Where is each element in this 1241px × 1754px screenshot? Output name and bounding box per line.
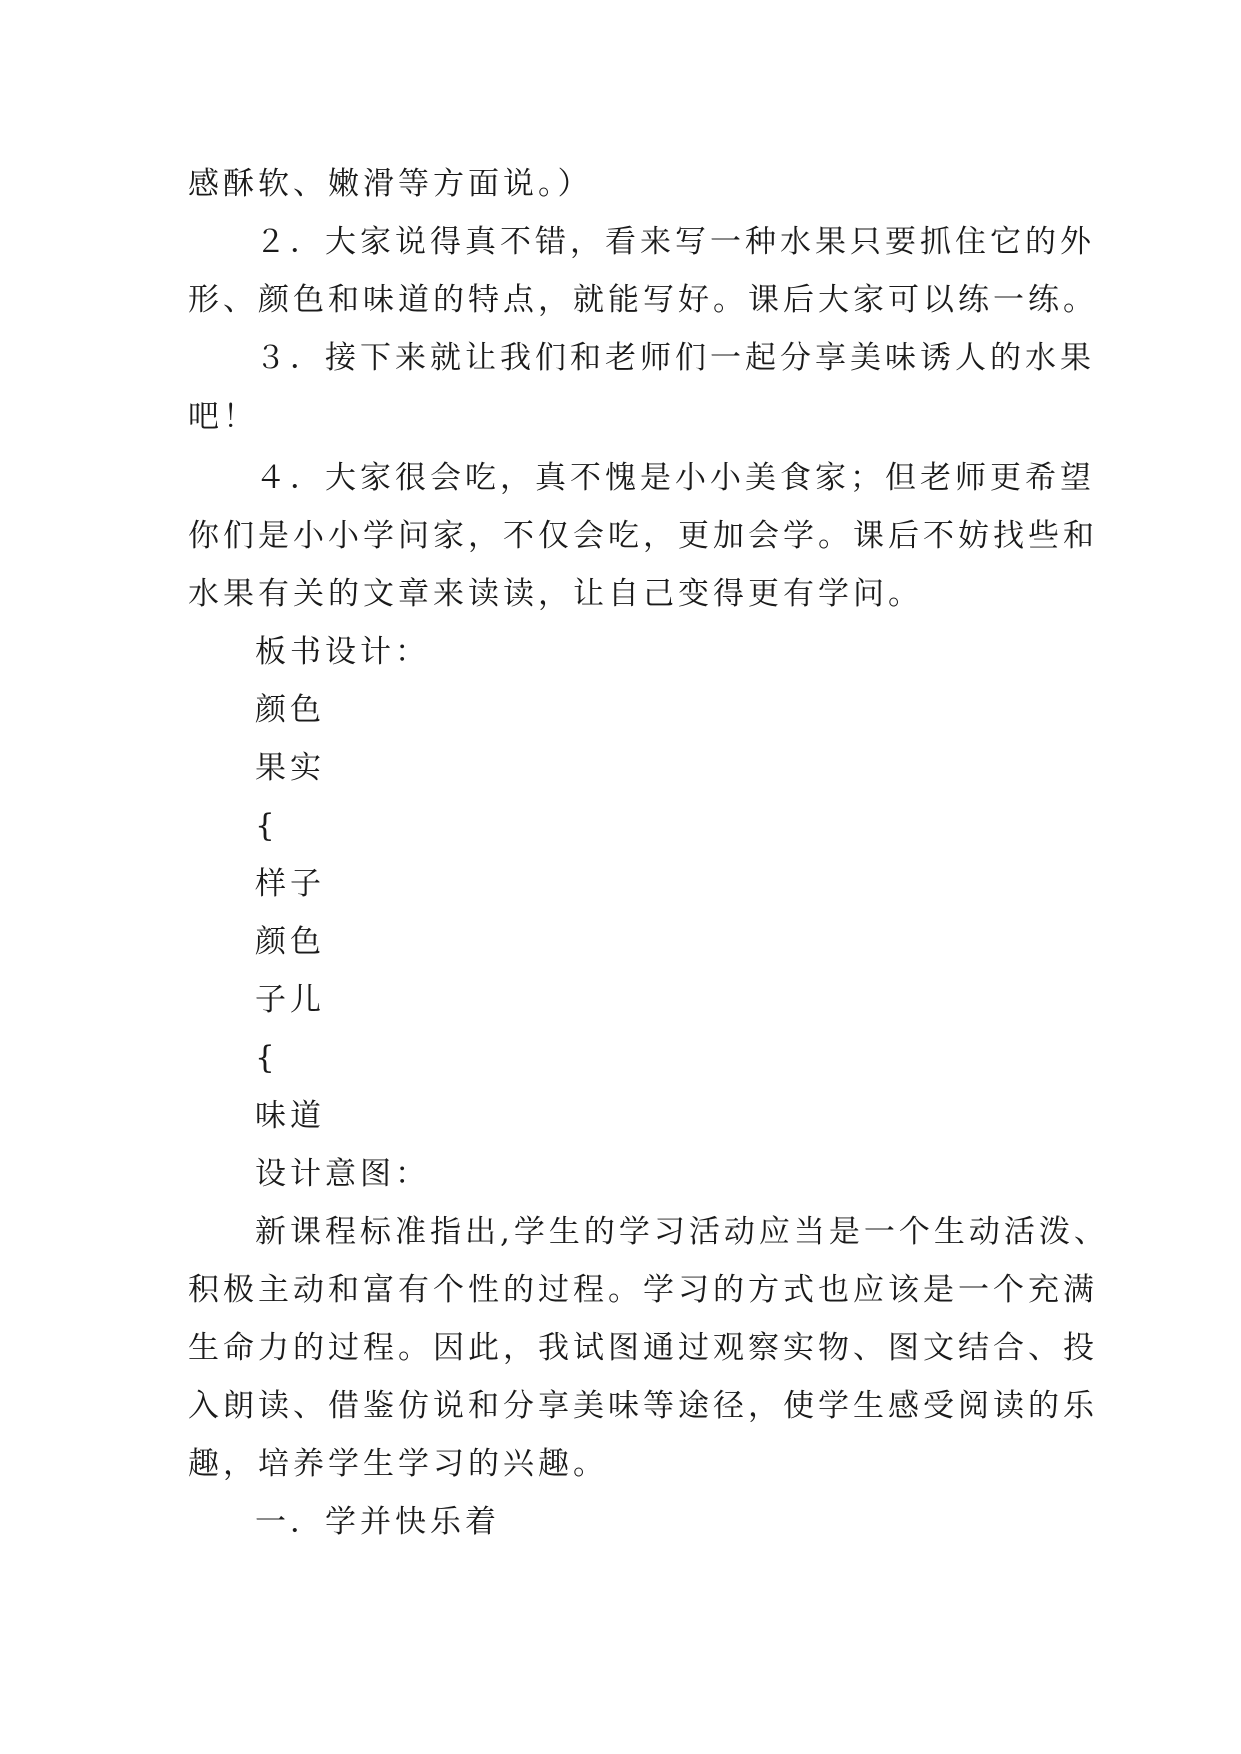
- text-line: 水果有关的文章来读读，让自己变得更有学问。: [188, 576, 923, 612]
- text-line: 形、颜色和味道的特点，就能写好。课后大家可以练一练。: [188, 282, 1098, 318]
- text-line: 感酥软、嫩滑等方面说。）: [188, 166, 593, 202]
- text-line: 吧！: [188, 399, 258, 435]
- text-line: ４．大家很会吃，真不愧是小小美食家；但老师更希望: [255, 460, 1095, 496]
- text-line: 颜色: [255, 924, 325, 960]
- text-line: 板书设计：: [255, 634, 430, 670]
- text-line: 你们是小小学问家，不仅会吃，更加会学。课后不妨找些和: [188, 518, 1098, 554]
- text-line: 样子: [255, 866, 325, 902]
- text-line: 新课程标准指出,学生的学习活动应当是一个生动活泼、: [255, 1214, 1109, 1250]
- text-line: 颜色: [255, 692, 325, 728]
- text-line: {: [255, 1040, 279, 1076]
- text-line: 积极主动和富有个性的过程。学习的方式也应该是一个充满: [188, 1272, 1098, 1308]
- text-line: {: [255, 808, 279, 844]
- text-line: ３．接下来就让我们和老师们一起分享美味诱人的水果: [255, 340, 1095, 376]
- text-line: 味道: [255, 1098, 325, 1134]
- text-line: 趣，培养学生学习的兴趣。: [188, 1446, 608, 1482]
- text-line: ２．大家说得真不错，看来写一种水果只要抓住它的外: [255, 224, 1095, 260]
- text-line: 子儿: [255, 982, 325, 1018]
- text-line: 生命力的过程。因此，我试图通过观察实物、图文结合、投: [188, 1330, 1098, 1366]
- text-line: 入朗读、借鉴仿说和分享美味等途径，使学生感受阅读的乐: [188, 1388, 1098, 1424]
- text-line: 一．学并快乐着: [255, 1504, 500, 1540]
- text-line: 设计意图：: [255, 1156, 430, 1192]
- text-line: 果实: [255, 750, 325, 786]
